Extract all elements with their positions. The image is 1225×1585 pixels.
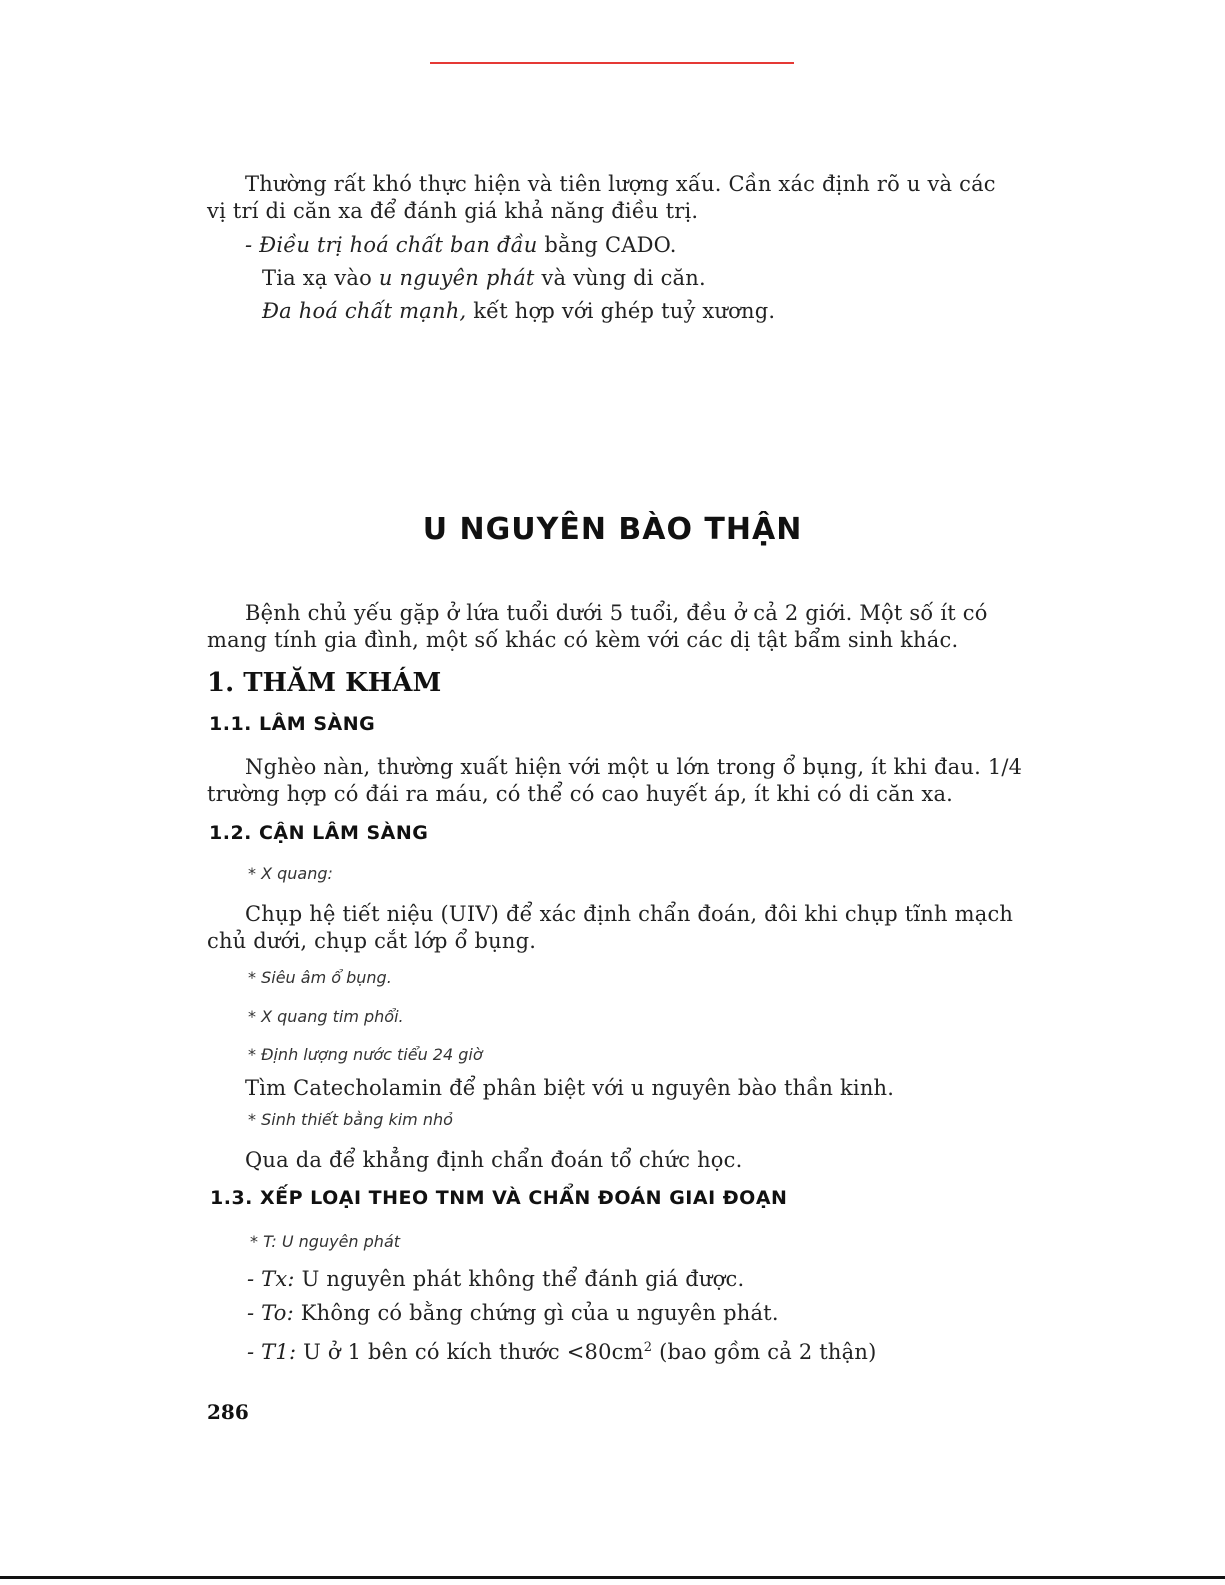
t1-superscript: 2 [643,1340,653,1355]
t1-line [247,1334,876,1366]
sieuam-label: * Siêu âm ổ bụng. [248,968,392,987]
top-item3-italic: Đa hoá chất mạnh, [262,299,467,323]
t1-symbol: - T1: [247,1340,297,1364]
top-item2 [262,265,706,292]
t1-text: U ở 1 bên có kích thước <80cm [296,1340,644,1364]
tx-text: U nguyên phát không thể đánh giá được. [294,1267,745,1291]
top-item1-rest: bằng CADO. [537,233,677,257]
top-para-line2: vị trí di căn xa để đánh giá khả năng điều trị. [207,199,699,223]
xquang-label: * X quang: [248,864,333,883]
tx-symbol: - Tx: [247,1267,295,1291]
subsection-heading-2: 1.2. CẬN LÂM SÀNG [209,822,429,844]
tx-line [247,1266,744,1293]
page-title: U NGUYÊN BÀO THẬN [422,512,803,547]
section-heading: 1. THĂM KHÁM [207,668,442,698]
t0-text: Không có bằng chứng gì của u nguyên phát. [293,1301,779,1325]
quada-line: Qua da để khẳng định chẩn đoán tổ chức học. [245,1148,743,1172]
top-item1-italic: - Điều trị hoá chất ban đầu [245,233,538,257]
lamsang-line1: Nghèo nàn, thường xuất hiện với một u lớn trong ổ bụng, ít khi đau. 1/4 [245,755,1023,779]
dinhluong-label: * Định lượng nước tiểu 24 giờ [248,1045,483,1064]
xquang-line2: chủ dưới, chụp cắt lớp ổ bụng. [207,929,537,953]
xqtimphoi-label: * X quang tim phổi. [248,1007,404,1026]
xquang-line1: Chụp hệ tiết niệu (UIV) để xác định chẩn đoán, đôi khi chụp tĩnh mạch [245,902,1014,926]
subsection-heading-3: 1.3. XẾP LOẠI THEO TNM VÀ CHẨN ĐOÁN GIAI ĐOẠN [210,1187,788,1209]
intro-line1: Bệnh chủ yếu gặp ở lứa tuổi dưới 5 tuổi, đều ở cả 2 giới. Một số ít có [245,601,988,625]
subsection-heading-1: 1.1. LÂM SÀNG [209,713,376,735]
intro-line2: mang tính gia đình, một số khác có kèm với các dị tật bẩm sinh khác. [207,628,959,652]
t1-tail: (bao gồm cả 2 thận) [652,1340,877,1364]
sinhthiet-label: * Sinh thiết bằng kim nhỏ [248,1110,453,1129]
header-rule [430,62,794,64]
top-item3-rest: kết hợp với ghép tuỷ xương. [466,299,776,323]
top-item3 [262,298,775,325]
top-item2-post: và vùng di căn. [534,266,706,290]
top-item2-pre: Tia xạ vào [262,266,379,290]
top-item2-italic: u nguyên phát [378,266,535,290]
top-item1 [245,232,677,259]
footer-rule [0,1576,1225,1579]
t0-symbol: - To: [247,1301,294,1325]
lamsang-line2: trường hợp có đái ra máu, có thể có cao huyết áp, ít khi có di căn xa. [207,782,954,806]
t-label: * T: U nguyên phát [250,1232,401,1251]
page-number: 286 [207,1400,249,1424]
catechol-line: Tìm Catecholamin để phân biệt với u nguyên bào thần kinh. [245,1076,895,1100]
top-para-line1: Thường rất khó thực hiện và tiên lượng xấu. Cần xác định rõ u và các [245,172,996,196]
t0-line [247,1300,779,1327]
